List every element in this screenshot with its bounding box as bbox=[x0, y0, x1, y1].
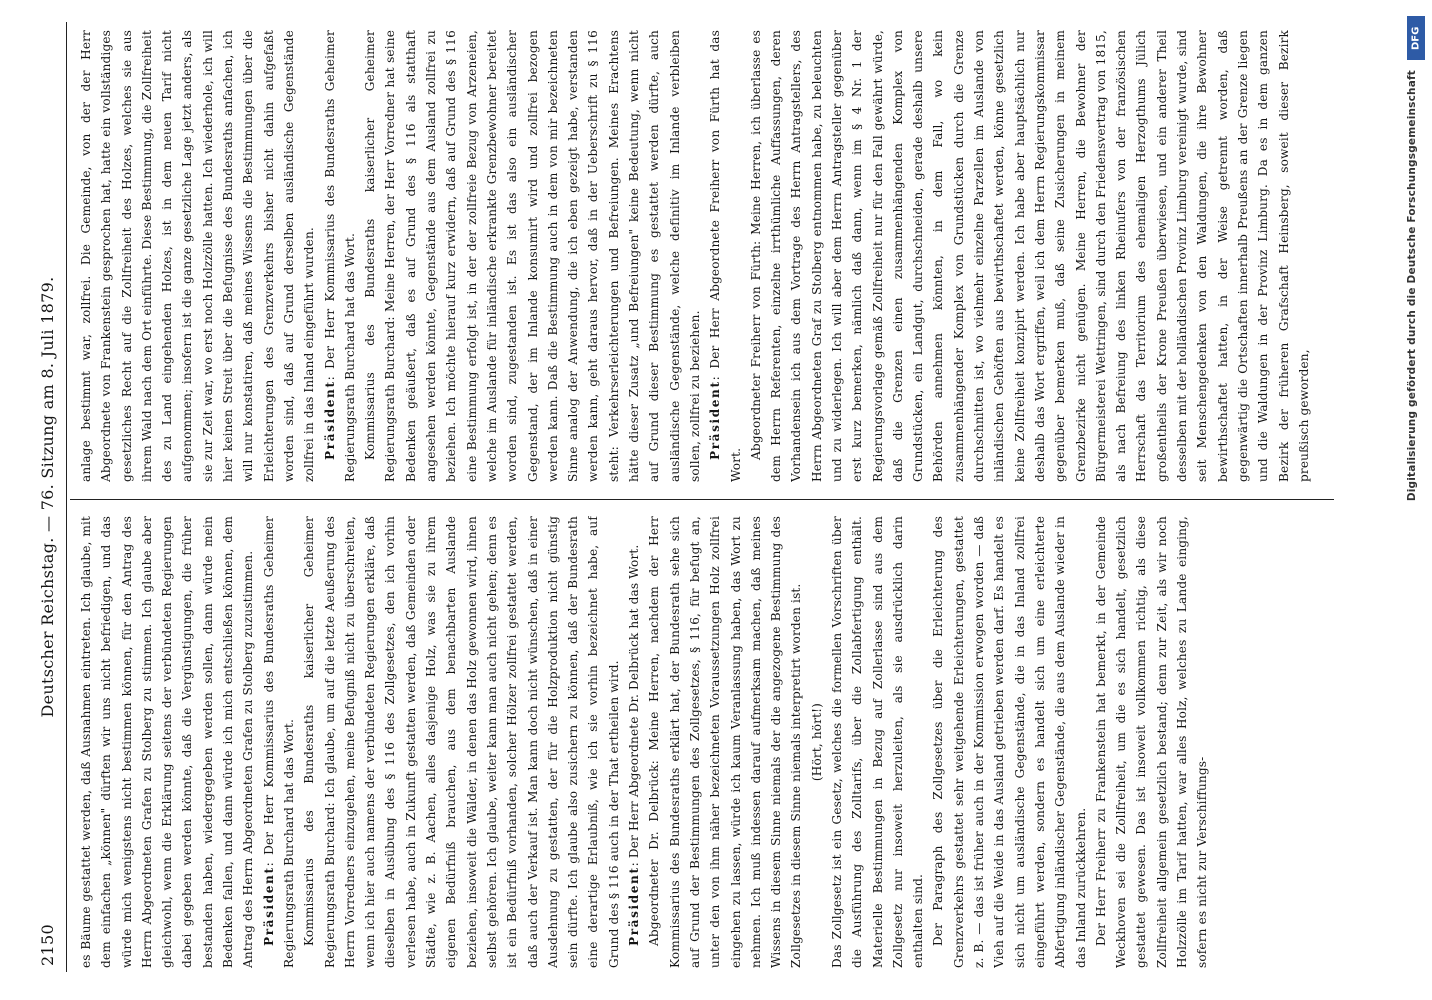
speaker-label: Präsident bbox=[261, 866, 276, 946]
paragraph: Der Paragraph des Zollgesetzes über die Erleichterung des Grenzverkehrs gestattet sehr weitgehende Erleichterungen, gestattet z. B. — das ist früher auch in der Kommission erwogen worden — daß Vieh auf die Weide in das Ausland getrieben werden darf. Es handelt es sich nicht um ausländische Gegenstände, die in das Inland zollfrei eingeführt werden, sondern es handelt sich um eine erleichterte Abfertigung inländischer Gegenstände, die aus dem Auslande wieder in das Inland zurückkehren. bbox=[931, 516, 1088, 968]
speaker-label: Präsident bbox=[322, 380, 337, 460]
statement-text: Der Herr Abgeordnete Dr. Delbrück hat das Wort. bbox=[627, 544, 642, 859]
column-divider bbox=[70, 499, 1334, 500]
statement-text: Der Herr Kommissarius des Bundesraths Geheimer Regierungsrath Burchard hat das Wort. bbox=[261, 516, 296, 968]
presiding-statement: Präsident: Der Herr Abgeordnete Freiherr von Fürth hat das Wort. bbox=[708, 30, 743, 482]
speaker-label: Präsident bbox=[708, 380, 723, 460]
dfg-logo: DFG bbox=[1407, 16, 1425, 60]
paragraph: Abgeordneter Dr. Delbrück: Meine Herren, nachdem der Herr Kommissarius des Bundesraths erklärt hat, der Bundesrath sehe sich auf Grund der Bestimmungen des Zollgesetzes, § 116, für befugt an, unter den von ihm näher bezeichneten Voraussetzungen Holz zollfrei eingehen zu lassen, würde ich kaum Veranlassung haben, das Wort zu nehmen. Ich muß indessen darauf aufmerksam machen, daß meines Wissens in diesem Sinne niemals der die angezogene Bestimmung des Zollgesetzes in diesem Sinne niemals interpretirt worden ist. bbox=[647, 516, 804, 968]
dfg-credit-text: Digitalisierung gefördert durch die Deutsche Forschungsgemeinschaft bbox=[1406, 70, 1418, 502]
left-column bbox=[76, 516, 1331, 968]
speaker-label: Präsident bbox=[627, 866, 642, 946]
right-column bbox=[76, 30, 1331, 482]
statement-text: Der Herr Kommissarius des Bundesraths Geheimer Regierungsrath Burchard hat das Wort. bbox=[322, 30, 357, 482]
paragraph: Der Herr Freiherr zu Frankenstein hat bemerkt, in der Gemeinde Weckhoven sei die Zollfreiheit, um die es sich handelt, gesetzlich gestattet gewesen. Das ist insoweit vollkommen richtig, als diese Zollfreiheit allgemein gesetzlich bestand; denn zur Zeit, als wir noch Holzzölle im Tarif hatten, war alles Holz, welches zu Lande einging, sofern es nicht zur Verschiffungs- bbox=[1093, 516, 1210, 968]
statement-text: Der Herr Abgeordnete Freiherr von Fürth hat das Wort. bbox=[708, 30, 743, 482]
page-number: 2150 bbox=[38, 924, 57, 966]
interjection: (Hört, hört!) bbox=[809, 702, 824, 782]
paragraph: anlage bestimmt war, zollfrei. Die Gemeinde, von der der Herr Abgeordnete von Frankenstein gesprochen hat, hatte ein vollständiges gesetzliches Recht auf die Zollfreiheit des Holzes, welches sie aus ihrem Wald nach dem Ort einführte. Diese Bestimmung, die Zollfreiheit des zu Land eingehenden Holzes, ist in dem neuen Tarif nicht aufgenommen; insofern ist die ganze gesetzliche Lage jetzt anders, als sie zur Zeit war, wo erst noch Holzzölle hatten. Ich wiederhole, ich will hier keinen Streit über die Befugnisse des Bundesraths anfachen, ich will nur konstatiren, daß meines Wissens die Bestimmungen über die Erleichterungen des Grenzverkehrs bisher nicht dahin aufgefaßt worden sind, daß auf Grund derselben ausländische Gegenstände zollfrei in das Inland eingeführt wurden. bbox=[79, 30, 317, 482]
presiding-statement: Präsident: Der Herr Kommissarius des Bundesraths Geheimer Regierungsrath Burchard hat das Wort. bbox=[322, 30, 357, 482]
running-title: Deutscher Reichstag. — 76. Sitzung am 8. Juli 1879. bbox=[38, 276, 57, 718]
presiding-statement: Präsident: Der Herr Abgeordnete Dr. Delbrück hat das Wort. bbox=[627, 544, 642, 946]
paragraph: Abgeordneter Freiherr von Fürth: Meine Herren, ich überlasse es dem Herrn Referenten, einzelne irrthümliche Auffassungen, deren Vorhandensein ich aus dem Vortrage des Herrn Antragstellers, des Herrn Abgeordneten Graf zu Stolberg entnommen habe, zu beleuchten und zu widerlegen. Ich will aber dem Herrn Antragsteller gegenüber erst kurz bemerken, nämlich daß dann, wenn im § 4 Nr. 1 der Regierungsvorlage gemäß Zollfreiheit nur für den Fall gewährt würde, daß die Grenzen einen zusammenhängenden Komplex von Grundstücken, ein Landgut, durchschneiden, gerade deshalb unsere Behörden annehmen könnten, in dem Fall, wo kein zusammenhängender Komplex von Grundstücken durch die Grenze durchschnitten ist, wo vielmehr einzelne Parzellen im Auslande von inländischen Gehöften aus bewirthschaftet werden, könne gesetzlich keine Zollfreiheit konzipirt werden. Ich habe aber hauptsächlich nur deshalb das Wort ergriffen, weil ich dem Herrn Regierungskommissar gegenüber bemerken muß, daß seine Zusicherungen in meinem Grenzbezirke nicht genügen. Meine Herren, die Bewohner der Bürgermeisterei Wettringen, sind durch den Friedensvertrag von 1815, als nach Befreiung des linken Rheinufers von der französischen Herrschaft das Territorium des ehemaligen Herzogthums Jülich großentheils der Krone Preußen überwiesen, und ein anderer Theil desselben mit der holländischen Provinz Limburg vereinigt wurde, sind seit Menschengedenken von den Waldungen, die ihre Bewohner bewirthschaftet hatten, in der Weise getrennt worden, daß gegenwärtig die Ortschaften innerhalb Preußens an der Grenze liegen und die Waldungen in der Provinz Limburg. Da es in dem ganzen Bezirk der früheren Grafschaft Heinsberg, soweit dieser Bezirk preußisch geworden, bbox=[748, 30, 1311, 482]
paragraph: Kommissarius des Bundesraths kaiserlicher Geheimer Regierungsrath Burchard: Ich glaube, um auf die letzte Aeußerung des Herrn Vorredners einzugehen, meine Befugniß nicht zu überschreiten, wenn ich hier auch namens der verbündeten Regierungen erkläre, daß dieselben in Ausübung des § 116 des Zollgesetzes, den ich vorhin verlesen habe, auch in Zukunft gestatten werden, daß Gemeinden oder Städte, wie z. B. Aachen, alles dasjenige Holz, was sie zu ihrem eigenen Bedürfniß brauchen, aus dem benachbarten Auslande beziehen, insoweit die Wälder, in denen das Holz gewonnen wird, ihnen selbst gehören. Ich glaube, weiter kann man auch nicht gehen; denn es ist ein Bedürfniß vorhanden, solcher Hölzer zollfrei gestattet werden, daß auch der Verkauf ist. Man kann doch nicht wünschen, daß in einer Ausdehnung zu gestatten, der für die Holzproduktion nicht günstig sein dürfte. Ich glaube also zusichern zu können, daß der Bundesrath eine derartige Erlaubniß, wie ich sie vorhin bezeichnet habe, auf Grund des § 116 auch in der That ertheilen wird. bbox=[302, 516, 621, 968]
paragraph: es Bäume gestattet werden, daß Ausnahmen eintreten. Ich glaube, mit dem einfachen „können" dürften wir uns nicht befriedigen, und das würde mich wenigstens nicht bestimmen können, für den Antrag des Herrn Abgeordneten Grafen zu Stolberg zu stimmen. Ich glaube aber gleichwohl, wenn die Erklärung seitens der verbündeten Regierungen dabei gegeben werden könnte, daß die Vergünstigungen, die früher bestanden haben, wiedergegeben werden sollen, dann würde mein Bedenken fallen, und dann würde ich mich entschließen können, dem Antrag des Herrn Abgeordneten Grafen zu Stolberg zuzustimmen. bbox=[79, 516, 256, 968]
paragraph: Kommissarius des Bundesraths kaiserlicher Geheimer Regierungsrath Burchard: Meine Herren, der Herr Vorredner hat seine Bedenken geäußert, daß es auf Grund des § 116 als statthaft angesehen werden könnte, Gegenstände aus dem Ausland zollfrei zu beziehen. Ich möchte hierauf kurz erwidern, daß auf Grund des § 116 eine Bestimmung erfolgt ist, in der der zollfreie Bezug von Arzeneien, welche im Auslande für inländische erkrankte Grenzbewohner bereitet worden sind, zugestanden ist. Es ist das also ein ausländischer Gegenstand, der im Inlande konsumirt wird und zollfrei bezogen werden kann. Daß die Bestimmung auch in dem von mir bezeichneten Sinne analog der Anwendung, die ich eben gezeigt habe, verstanden werden kann, geht daraus hervor, daß in der Ueberschrift zu § 116 steht: Verkehrserleichterungen und Befreiungen. Meines Erachtens hätte dieser Zusatz „und Befreiungen" keine Bedeutung, wenn nicht auf Grund dieser Bestimmung es gestattet werden dürfte, auch ausländische Gegenstände, welche definitiv im Inlande verbleiben sollen, zollfrei zu beziehen. bbox=[363, 30, 702, 482]
dfg-credit-strip bbox=[1404, 0, 1428, 1000]
page-header bbox=[38, 22, 62, 972]
header-rule bbox=[66, 22, 67, 972]
paragraph: Das Zollgesetz ist ein Gesetz, welches die formellen Vorschriften über die Ausführung des Zolltarifs, über die Zollabfertigung enthält. Materielle Bestimmungen in Bezug auf Zollerlasse sind aus dem Zollgesetz nur insoweit herzuleiten, als sie ausdrücklich darin enthalten sind. bbox=[829, 516, 926, 968]
presiding-statement: Präsident: Der Herr Kommissarius des Bundesraths Geheimer Regierungsrath Burchard hat das Wort. bbox=[261, 516, 296, 968]
